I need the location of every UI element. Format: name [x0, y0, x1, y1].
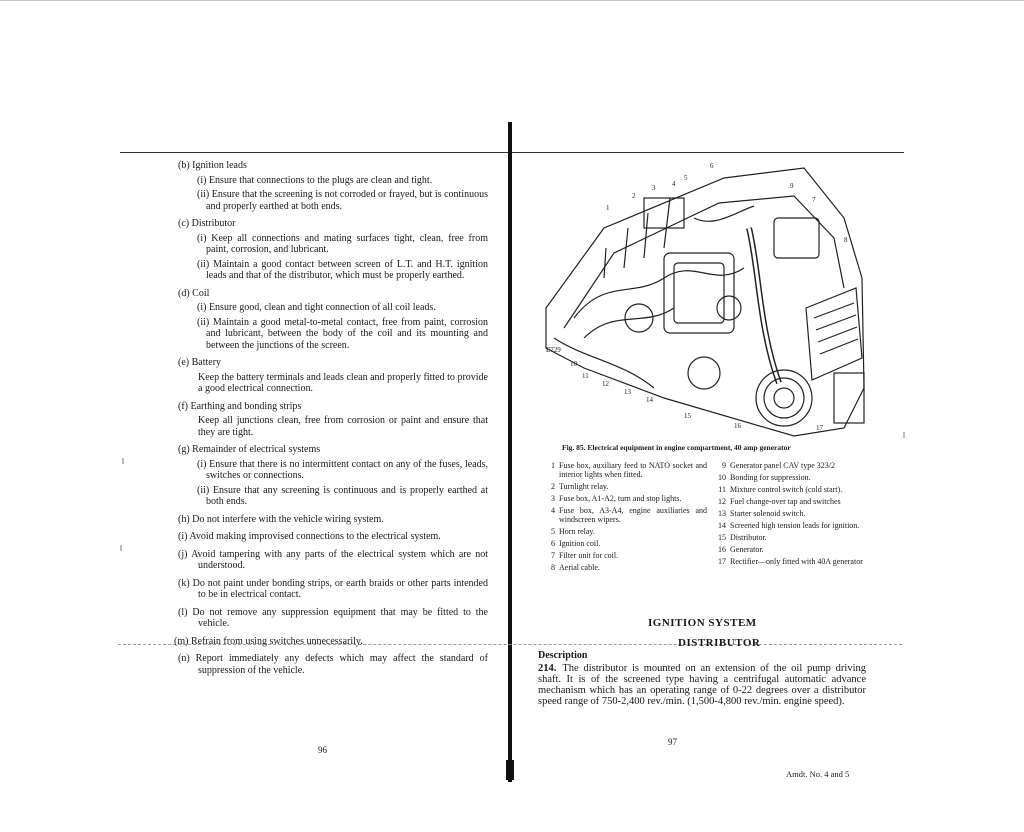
section-item: (i) Ensure that there is no intermittent contact on any of the fuses, leads, switches or connections.	[197, 458, 488, 481]
legend-item: 10 Bonding for suppression.	[718, 473, 811, 482]
rule-line: (h) Do not interfere with the vehicle wiring system.	[178, 513, 384, 525]
figure-ref: E729	[546, 346, 561, 354]
section-item: (ii) Ensure that any screening is continuous and is properly earthed at both ends.	[197, 484, 488, 507]
figure-legend	[544, 461, 878, 575]
legend-item: 14 Screened high tension leads for ignition.	[718, 521, 860, 530]
book-spine	[508, 122, 512, 782]
callout-17: 17	[816, 424, 823, 432]
legend-item: 2 Turnlight relay.	[551, 482, 609, 491]
legend-item: 8 Aerial cable.	[551, 563, 600, 572]
callout-8: 8	[844, 236, 848, 244]
amendment-note: Amdt. No. 4 and 5	[786, 769, 850, 779]
section-paragraph: Keep the battery terminals and leads clean and properly fitted to provide a good electrical connection.	[198, 371, 488, 394]
legend-item: 15 Distributor.	[718, 533, 767, 542]
legend-item: 1 Fuse box, auxiliary feed to NATO socket and interior lights when fitted.	[551, 461, 707, 479]
section-heading: (g) Remainder of electrical systems	[178, 444, 321, 455]
section-item: (ii) Maintain a good metal-to-metal contact, free from paint, corrosion and lubricant, between the body of the coil and its mounting and between the junctions of the screen.	[197, 316, 488, 351]
callout-12: 12	[602, 380, 609, 388]
scan-speck	[122, 458, 124, 464]
rule-line: (j) Avoid tampering with any parts of the electrical system which are not understood.	[178, 548, 488, 571]
section-heading: (f) Earthing and bonding strips	[178, 400, 302, 412]
callout-4: 4	[672, 180, 676, 188]
callout-10: 10	[570, 360, 577, 368]
callout-13: 13	[624, 388, 631, 396]
legend-item: 3 Fuse box, A1-A2, turn and stop lights.	[551, 494, 682, 503]
legend-item: 5 Horn relay.	[551, 527, 595, 536]
rule-line: (n) Report immediately any defects which may affect the standard of suppression of the vehicle.	[178, 653, 488, 676]
page-number-right: 97	[668, 737, 677, 747]
rule-line: (k) Do not paint under bonding strips, or earth braids or other parts intended to be in electrical contact.	[178, 577, 488, 600]
page-header-rule	[120, 152, 904, 153]
section-heading: (c) Distributor	[178, 218, 236, 229]
section-item: (i) Keep all connections and mating surfaces tight, clean, free from paint, corrosion, and lubricant.	[197, 232, 488, 255]
section-battery	[178, 357, 488, 395]
engine-compartment-figure	[544, 158, 870, 440]
section-subtitle: DISTRIBUTOR	[678, 637, 761, 649]
section-item: (ii) Ensure that the screening is not corroded or frayed, but is continuous and properly earthed at both ends.	[197, 189, 488, 212]
legend-item: 6 Ignition coil.	[551, 539, 601, 548]
book-spine-foot	[506, 760, 514, 780]
section-item: (i) Ensure good, clean and tight connection of all coil leads.	[197, 302, 436, 313]
legend-item: 7 Filter unit for coil.	[551, 551, 619, 560]
legend-column-right	[715, 461, 878, 575]
callout-7: 7	[812, 196, 816, 204]
page-number-left: 96	[318, 745, 327, 755]
legend-item: 11 Mixture control switch (cold start).	[718, 485, 843, 494]
top-border	[0, 0, 1024, 1]
rule-line: (m) Refrain from using switches unnecessarily.	[174, 635, 363, 647]
callout-2: 2	[632, 192, 636, 200]
section-distributor	[178, 218, 488, 282]
callout-14: 14	[646, 396, 653, 404]
engine-illustration	[544, 158, 870, 440]
section-remainder	[178, 444, 488, 508]
callout-16: 16	[734, 422, 741, 430]
section-heading: (e) Battery	[178, 357, 222, 368]
section-paragraph: Keep all junctions clean, free from corrosion or paint and ensure that they are tight.	[198, 415, 488, 438]
legend-column-left	[544, 461, 707, 575]
paragraph-text: The distributor is mounted on an extension of the oil pump driving shaft. It is of the screened type having a centrifugal automatic advance mechanism which has an operating range of 0-22 degrees over a distributor speed range of 750-2,400 rev./min. (1,500-4,800 rev./min. engine speed).	[538, 663, 866, 707]
section-heading: (b) Ignition leads	[178, 160, 247, 171]
figure-caption: Fig. 85. Electrical equipment in engine compartment, 40 amp generator	[562, 443, 791, 452]
rule-line: (i) Avoid making improvised connections to the electrical system.	[178, 531, 441, 542]
callout-11: 11	[582, 372, 589, 380]
legend-item: 17 Rectifier—only fitted with 40A generator	[718, 557, 863, 566]
legend-item: 9 Generator panel CAV type 323/2	[722, 461, 836, 470]
callout-15: 15	[684, 412, 691, 420]
callout-9: 9	[790, 182, 794, 190]
description-label: Description	[538, 650, 588, 661]
rule-line: (l) Do not remove any suppression equipment that may be fitted to the vehicle.	[178, 606, 488, 629]
legend-item: 16 Generator.	[718, 545, 764, 554]
section-title: IGNITION SYSTEM	[648, 617, 757, 629]
section-item: (i) Ensure that connections to the plugs are clean and tight.	[197, 174, 433, 186]
section-ignition-leads	[178, 160, 488, 212]
section-item: (ii) Maintain a good contact between screen of L.T. and H.T. ignition leads and that of the distributor, which must be properly earthed.	[197, 258, 488, 281]
callout-6: 6	[710, 162, 714, 170]
callout-3: 3	[652, 184, 656, 192]
callout-1: 1	[606, 204, 610, 212]
section-coil	[178, 288, 488, 352]
paragraph-number: 214.	[538, 663, 557, 674]
scan-speck	[903, 432, 905, 438]
legend-item: 12 Fuel change-over tap and switches	[718, 497, 841, 506]
legend-item: 13 Starter solenoid switch.	[718, 509, 806, 518]
section-heading: (d) Coil	[178, 287, 210, 299]
legend-item: 4 Fuse box, A3-A4, engine auxiliaries and windscreen wipers.	[551, 506, 707, 524]
section-earthing	[178, 401, 488, 439]
paragraph-214	[538, 663, 866, 707]
left-page	[174, 160, 488, 682]
callout-5: 5	[684, 174, 688, 182]
scan-speck	[120, 545, 122, 551]
